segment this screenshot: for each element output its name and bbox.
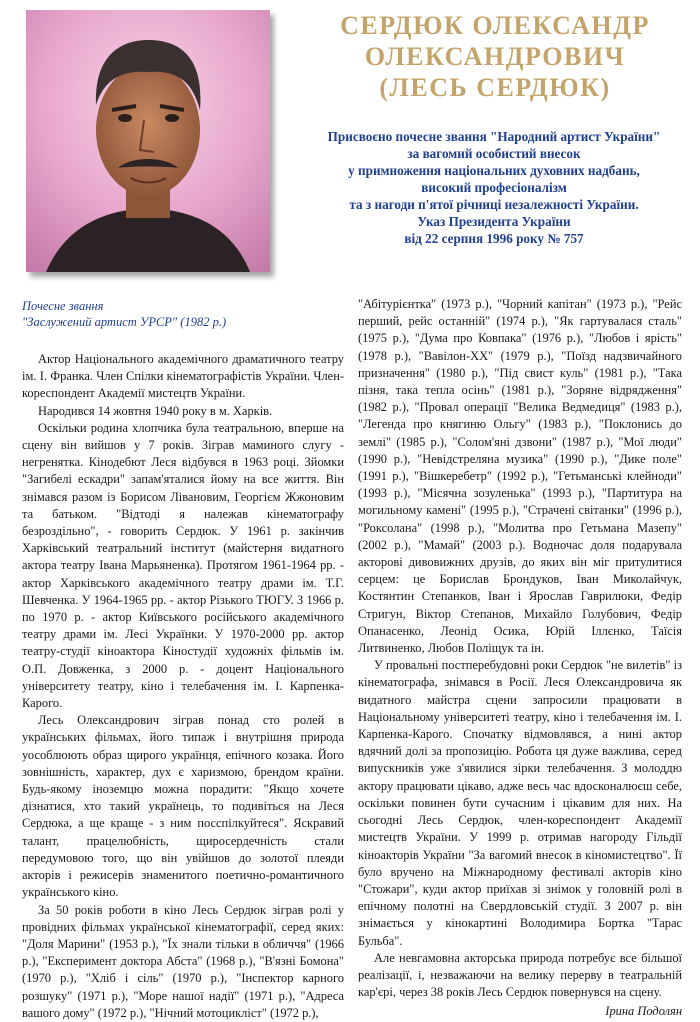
award-decree [290, 128, 698, 247]
honor-value: "Заслужений артист УРСР" (1982 р.) [22, 315, 227, 329]
paragraph: Актор Національного академічного драматичного театру ім. І. Франка. Член Спілки кінематографістів України. Член-кореспондент Академії мистецтв України. [22, 352, 344, 401]
honorary-title [22, 298, 342, 330]
title-line: (ЛЕСЬ СЕРДЮК) [379, 73, 611, 102]
article-column-right [358, 296, 682, 1021]
paragraph: Народився 14 жовтня 1940 року в м. Харків. [38, 403, 273, 418]
award-line: високий професіоналізм [421, 180, 567, 195]
paragraph: Але невгамовна акторська природа потребує все більшої реалізації, і, незважаючи на велику перерву в театральній кар'єрі, через 38 років Лесь Сердюк повернувся на сцену. [358, 950, 682, 1000]
award-line: Указ Президента України [417, 214, 571, 229]
author-signature: Ірина Подолян [605, 1004, 682, 1019]
portrait-image [26, 10, 270, 272]
paragraph: За 50 років роботи в кіно Лесь Сердюк зіграв ролі у провідних фільмах української кінематографії, серед яких: "Доля Марини" (1953 р.), "Їх знали тільки в обличчя" (1966 р.), "Експеримент доктора Абста" (1968 р.), "В'язні Бомона" (1970 р.), "Хліб і сіль" (1970 р.), "Інспектор карного розшуку" (1971 р.), "Море нашої надії" (1971 р.), "Адреса вашого дому" (1972 р.), "Нічний мотоцикліст" (1972 р.), [22, 902, 344, 1020]
award-line: за вагомий особистий внесок [407, 146, 581, 161]
award-line: Присвоєно почесне звання "Народний артист України" [327, 129, 661, 144]
paragraph: Лесь Олександрович зіграв понад сто ролей в українських фільмах, його типаж і внутрішня природа уособлюють образ щирого українця, епічного козака. Його зовнішність, характер, дух є харизмою, брендом країни. Будь-якому іноземцю можна порадити: "Якщо хочете дізнатися, хто такий українець, то подивіться на Леся Сердюка, а ще краще - з ним посспілкуйтеся". Яскравий талант, працелюбність, щиросердечність стали передумовою того, що він увійшов до золотої плеяди акторів і режисерів знаменитого поетично-романтичного українського кіно. [22, 713, 344, 900]
award-line: від 22 серпня 1996 року № 757 [404, 231, 584, 246]
title-line: СЕРДЮК ОЛЕКСАНДР [340, 11, 650, 40]
paragraph: Оскільки родина хлопчика була театральною, вперше на сцену він вийшов у 7 років. Зіграв маминого слугу - негренятка. Кінодебют Леся відбувся в 1963 році. Зйомки "Загибелі ескадри" запам'яталися йому на все життя. Він знімався разом із Борисом Лівановим, Георгієм Жжоновим та батьком. "Відтоді я належав кінематографу безроздільно", - говорить Сердюк. У 1961 р. закінчив Харківський театральний інститут (майстерня видатного актора театру Івана Марьяненка). Протягом 1961-1964 рр. - актор Харківського академічного театру драми ім. Т.Г. Шевченка. У 1964-1965 рр. - актор Різького ТЮГУ. З 1966 р. по 1970 р. - актор Київського російського академічного театру драми ім. Лесі Українки. У 1970-2000 рр. актор театру-студії кіноактора Кіностудії художніх фільмів ім. О.П. Довженка, з 2000 р. - доцент Національного університету театру, кіно і телебачення ім. І. Карпенка-Карого. [22, 420, 344, 711]
award-line: у примноження національних духовних надбань, [348, 163, 640, 178]
article-column-left [22, 351, 344, 1022]
paragraph: У провальні постперебудовні роки Сердюк "не вилетів" із кінематографа, знімався в Росії. Леся Олександровича як видатного майстра сцени запросили працювати в Національному університеті театру, кіно і телебачення ім. І. Карпенка-Карого. Спочатку відмовлявся, а нині актор вдячний долі за пропозицію. Робота ця дуже важлива, серед випускників уже з'явилися зірки телебачення. З молоддю актору працювати цікаво, адже весь час вдосконалюєш себе, оскільки повинен бути сучасним і цікавим для них. На сьогодні Лесь Сердюк, член-кореспондент Академії мистецтв України. У 1999 р. отримав нагороду Гільдії кіноакторів України "За вагомий внесок в кіномистецтво". Її було вручено на Міжнародному фестивалі акторів кіно "Стожари", куди актор приїхав зі знімок у головній ролі в епічному полотні на Свердловській студії. З 2007 р. він знімається у кінокартині Володимира Бортка "Тарас Бульба". [358, 658, 682, 948]
paragraph: "Абітурієнтка" (1973 р.), "Чорний капітан" (1973 р.), "Рейс перший, рейс останній" (1974 р.), "Як гартувалася сталь" (1975 р.), "Дума про Ковпака" (1976 р.), "Любов і ярість" (1978 р.), "Вавілон-XX" (1979 р.), "Поїзд надзвичайного призначення" (1980 р.), "Під свист куль" (1981 р.), "Така пізня, така тепла осінь" (1981 р.), "Зоряне відрядження" (1982 р.), "Провал операції "Велика Ведмедиця" (1983 р.), "Легенда про княгиню Ольгу" (1983 р.), "Поклонись до землі" (1985 р.), "Солом'яні дзвони" (1987 р.), "Мої люди" (1990 р.), "Невідстреляна музика" (1990 р.), "Дике поле" (1991 р.), "Вішкеребетр" (1992 р.), "Гетьманські клейноди" (1993 р.), "Місячна зозуленька" (1993 р.), "Партитура на могильному камені" (1995 р.), "Страчені світанки" (1996 р.), "Роксолана" (1998 р.), "Молитва про Гетьмана Мазепу" (2002 р.), "Мамай" (2003 р.). Водночас доля подарувала акторові дивовижних друзів, до яких він міг притулитися серцем: це Борислав Брондуков, Іван Миколайчук, Костянтин Степанков, Іван і Ярослав Гаврилюки, Федір Стригун, Віктор Степанов, Михайло Голубович, Федір Опанасенко, Леонід Осика, Юрій Іллєнко, Таїсія Литвиненко, Любов Поліщук та ін. [358, 297, 682, 656]
title-line: ОЛЕКСАНДРОВИЧ [364, 42, 626, 71]
honor-label: Почесне звання [22, 299, 104, 313]
portrait-photo [26, 10, 270, 272]
person-name-title [300, 10, 690, 103]
award-line: та з нагоди п'ятої річниці незалежності України. [349, 197, 639, 212]
